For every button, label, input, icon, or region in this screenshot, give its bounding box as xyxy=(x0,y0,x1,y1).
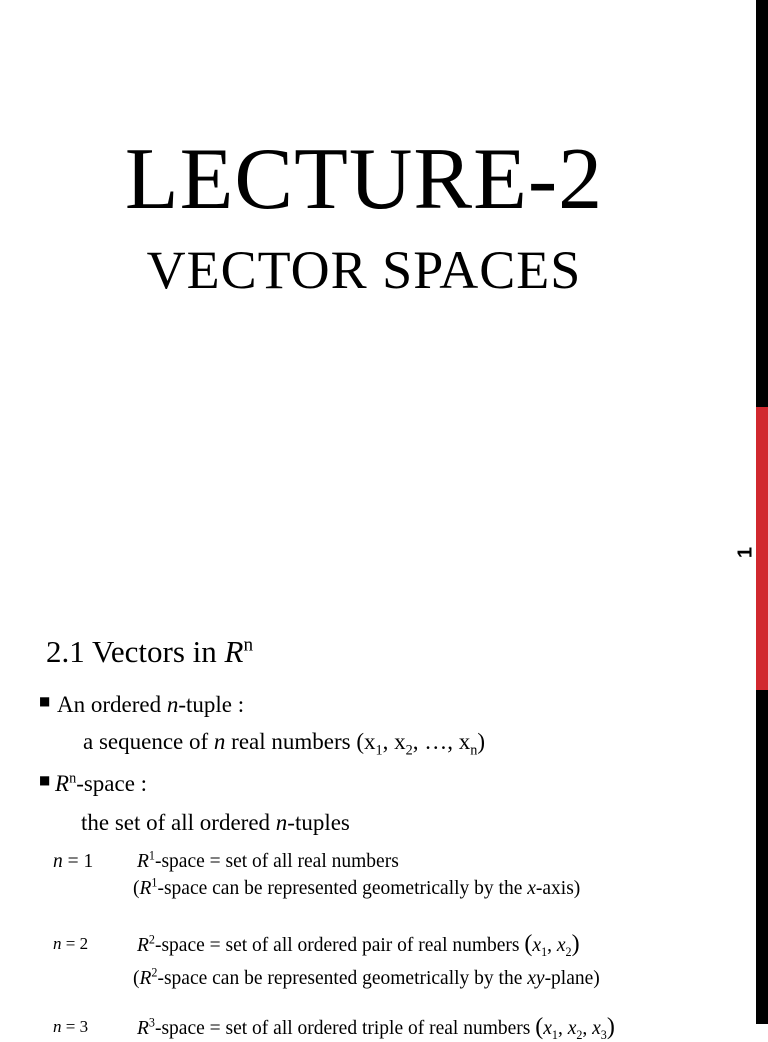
desc-text: , x xyxy=(382,729,406,754)
tuple-var: x xyxy=(592,1018,601,1039)
bullet-square-icon: ■ xyxy=(39,773,51,787)
slide-subtitle: VECTOR SPACES xyxy=(146,240,582,300)
case-n2-definition xyxy=(137,931,580,959)
case-def: -space = set of all ordered pair of real numbers xyxy=(154,935,525,956)
case-n3-definition xyxy=(137,1014,615,1042)
geo-text: -space can be represented geometrically by the xyxy=(157,968,528,989)
case-r-var: R xyxy=(137,1018,149,1039)
desc-sub: 2 xyxy=(405,742,413,759)
case-var: n xyxy=(53,851,63,872)
geo-sup: 2 xyxy=(151,965,158,980)
case-n1-geometry xyxy=(133,876,580,902)
desc-var: n xyxy=(275,810,288,835)
tuple-sep: , xyxy=(582,1018,593,1039)
case-n2-geometry xyxy=(133,966,600,992)
bullet-label-rn-space xyxy=(55,769,147,799)
bullet-desc-ordered-tuples xyxy=(81,808,350,838)
tuple-var: x xyxy=(556,935,566,956)
paren: ( xyxy=(524,931,533,957)
tuple-var: x xyxy=(543,1018,552,1039)
case-n2-label xyxy=(53,931,88,957)
tuple-sep: , xyxy=(547,935,557,956)
case-n3-label xyxy=(53,1014,88,1040)
tuple-sep: , xyxy=(557,1018,568,1039)
section-heading xyxy=(46,632,253,672)
case-var: n xyxy=(53,1017,62,1036)
tuple-var: x xyxy=(532,935,542,956)
geo-var: R xyxy=(139,968,152,989)
side-bar-red-accent xyxy=(756,407,768,690)
case-n1-definition xyxy=(137,849,399,875)
desc-text: ) xyxy=(477,729,486,754)
bullet-text: -space : xyxy=(76,771,148,796)
heading-prefix: 2.1 Vectors in xyxy=(46,634,225,669)
tuple-sub: 2 xyxy=(565,944,572,959)
bullet-square-icon: ■ xyxy=(39,694,51,708)
case-var: n xyxy=(53,934,62,953)
case-eq: = 1 xyxy=(62,851,94,872)
case-r-var: R xyxy=(137,935,149,956)
desc-sub: n xyxy=(470,742,478,759)
case-r-sup: 1 xyxy=(148,848,155,863)
bullet-sup: n xyxy=(69,770,77,787)
bullet-desc-sequence xyxy=(83,727,485,757)
case-eq: = 3 xyxy=(61,1017,89,1036)
case-r-var: R xyxy=(137,851,149,872)
geo-end: -plane) xyxy=(544,968,600,989)
tuple-sub: 1 xyxy=(551,1027,558,1042)
bullet-var: n xyxy=(166,692,179,717)
geo-var: R xyxy=(139,878,152,899)
paren: ) xyxy=(571,931,580,957)
case-r-sup: 2 xyxy=(148,932,155,947)
geo-sup: 1 xyxy=(151,875,158,890)
geo-end: -axis) xyxy=(535,878,581,899)
case-r-sup: 3 xyxy=(148,1015,155,1030)
heading-sup: n xyxy=(243,634,254,656)
tuple-sub: 3 xyxy=(600,1027,607,1042)
geo-text: -space can be represented geometrically by the xyxy=(157,878,528,899)
case-n1-label xyxy=(53,849,93,875)
geo-axis: x xyxy=(527,878,536,899)
geo-axis: xy xyxy=(527,968,545,989)
desc-text: a sequence of xyxy=(83,729,214,754)
slide-number: 1 xyxy=(734,546,757,559)
desc-text: -tuples xyxy=(287,810,350,835)
bullet-label-ordered-tuple xyxy=(57,690,244,720)
tuple-sub: 1 xyxy=(541,944,548,959)
paren: ) xyxy=(606,1014,615,1040)
paren: ( xyxy=(535,1014,544,1040)
paren: ( xyxy=(133,968,140,989)
case-def: -space = set of all ordered triple of real numbers xyxy=(154,1018,536,1039)
desc-var: n xyxy=(213,729,226,754)
tuple-var: x xyxy=(567,1018,577,1039)
bullet-text: -tuple : xyxy=(178,692,245,717)
case-def: -space = set of all real numbers xyxy=(154,851,399,872)
bullet-text: An ordered xyxy=(57,692,167,717)
case-eq: = 2 xyxy=(61,934,89,953)
heading-var: R xyxy=(224,634,244,669)
desc-sub: 1 xyxy=(375,742,383,759)
bullet-var: R xyxy=(55,771,70,796)
desc-text: real numbers (x xyxy=(225,729,376,754)
paren: ( xyxy=(133,878,140,899)
desc-text: , …, x xyxy=(412,729,471,754)
desc-text: the set of all ordered xyxy=(81,810,276,835)
slide-title: LECTURE-2 xyxy=(124,131,604,228)
tuple-sub: 2 xyxy=(576,1027,583,1042)
